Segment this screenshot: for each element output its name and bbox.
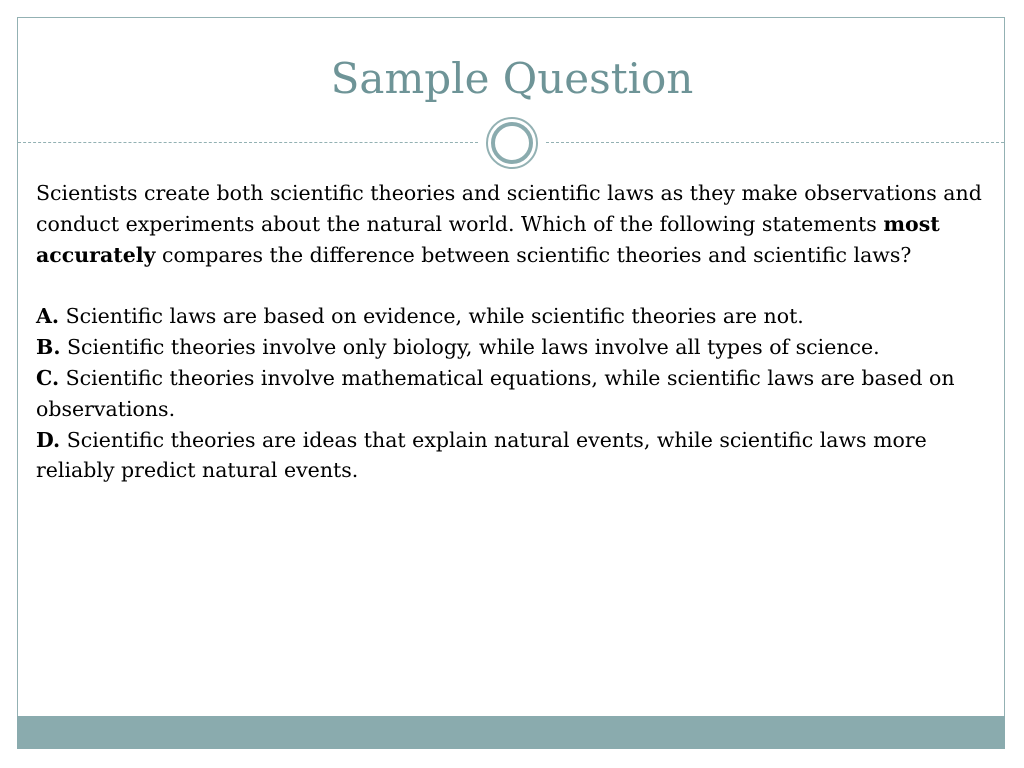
- question-text-part1: Scientists create both scientific theories and scientific laws as they make observations and conduct experiments about the natural world. Which of the following statements: [36, 181, 982, 236]
- answer-option-a: [36, 301, 998, 332]
- title-divider-left: [18, 142, 478, 143]
- answer-option-b: [36, 332, 998, 363]
- question-emphasis: most accurately: [36, 211, 940, 267]
- answer-option-c: [36, 363, 998, 425]
- option-text: Scientific theories involve mathematical equations, while scientific laws are based on observations.: [36, 365, 955, 421]
- question-text: [36, 178, 998, 270]
- answer-option-d: [36, 425, 998, 487]
- option-letter: C.: [36, 365, 60, 390]
- spacer: [36, 270, 998, 301]
- title-divider-right: [546, 142, 1004, 143]
- circle-ornament-icon: [485, 116, 539, 170]
- slide-title: Sample Question: [330, 54, 694, 103]
- option-letter: D.: [36, 427, 61, 452]
- option-letter: B.: [36, 335, 61, 360]
- option-text: Scientific theories involve only biology, while laws involve all types of science.: [60, 335, 880, 360]
- option-text: Scientific laws are based on evidence, while scientific theories are not.: [59, 304, 804, 329]
- slide-body: [36, 178, 998, 486]
- option-text: Scientific theories are ideas that explain natural events, while scientific laws more reliably predict natural events.: [36, 427, 927, 483]
- option-letter: A.: [36, 304, 60, 329]
- footer-bar: [17, 716, 1005, 749]
- question-text-part2: compares the difference between scientific theories and scientific laws?: [155, 242, 912, 267]
